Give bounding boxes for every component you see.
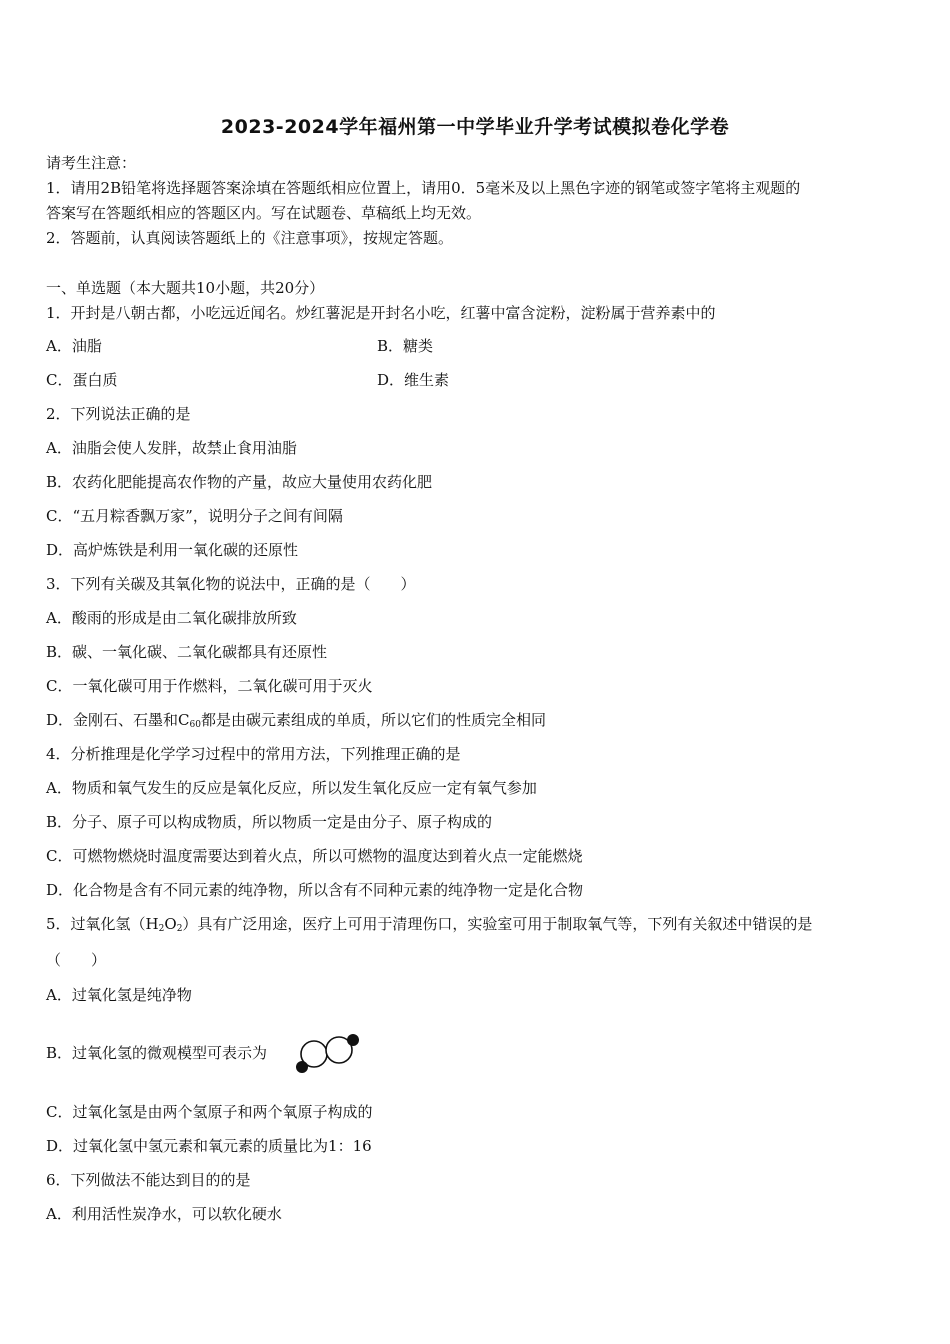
question-1-option-c: C．蛋白质	[46, 371, 118, 389]
question-4-option-a: A．物质和氧气发生的反应是氧化反应，所以发生氧化反应一定有氧气参加	[46, 779, 537, 797]
question-4-option-d: D．化合物是含有不同元素的纯净物，所以含有不同种元素的纯净物一定是化合物	[46, 881, 584, 899]
question-5-stem-cont: （ ）	[46, 951, 107, 969]
question-2-stem: 2．下列说法正确的是	[46, 405, 191, 423]
stem-text: 5．过氧化氢（H	[46, 915, 159, 933]
notice-item-1: 1．请用2B铅笔将选择题答案涂填在答题纸相应位置上，请用0．5毫米及以上黑色字迹的钢笔或签字笔将主观题的	[46, 179, 801, 197]
subscript: 2	[176, 924, 183, 934]
question-4-stem: 4．分析推理是化学学习过程中的常用方法，下列推理正确的是	[46, 745, 461, 763]
question-2-option-c: C．“五月粽香飘万家”，说明分子之间有间隔	[46, 507, 343, 525]
hydrogen-atom	[347, 1034, 359, 1046]
subscript: 60	[189, 720, 201, 730]
question-3-option-d	[46, 710, 546, 730]
option-text: B．过氧化氢的微观模型可表示为	[46, 1044, 268, 1062]
question-2-option-b: B．农药化肥能提高农作物的产量，故应大量使用农药化肥	[46, 473, 433, 491]
question-5-option-a: A．过氧化氢是纯净物	[46, 986, 192, 1004]
question-5-option-b	[46, 1043, 267, 1063]
hydrogen-atom	[296, 1061, 308, 1073]
question-5-option-c: C．过氧化氢是由两个氢原子和两个氧原子构成的	[46, 1103, 373, 1121]
question-5-option-d: D．过氧化氢中氢元素和氧元素的质量比为1：16	[46, 1137, 372, 1155]
subscript: 2	[158, 924, 165, 934]
question-1-stem: 1．开封是八朝古都，小吃远近闻名。炒红薯泥是开封名小吃，红薯中富含淀粉，淀粉属于营养素中的	[46, 304, 716, 322]
question-1-option-b: B．糖类	[377, 337, 434, 355]
question-1-option-d: D．维生素	[377, 371, 450, 389]
question-1-option-a: A．油脂	[46, 337, 102, 355]
question-2-option-a: A．油脂会使人发胖，故禁止食用油脂	[46, 439, 297, 457]
section-heading: 一、单选题（本大题共10小题，共20分）	[46, 279, 325, 297]
notice-item-1-cont: 答案写在答题纸相应的答题区内。写在试题卷、草稿纸上均无效。	[46, 204, 482, 222]
stem-text: O	[164, 915, 177, 933]
question-6-stem: 6．下列做法不能达到目的的是	[46, 1171, 251, 1189]
option-text: 都是由碳元素组成的单质，所以它们的性质完全相同	[200, 711, 546, 729]
question-4-option-c: C．可燃物燃烧时温度需要达到着火点，所以可燃物的温度达到着火点一定能燃烧	[46, 847, 583, 865]
question-3-stem: 3．下列有关碳及其氧化物的说法中，正确的是（ ）	[46, 575, 416, 593]
option-text: D．金刚石、石墨和C	[46, 711, 190, 729]
notice-heading: 请考生注意：	[46, 154, 137, 172]
question-5-stem	[46, 914, 812, 934]
question-3-option-c: C．一氧化碳可用于作燃料，二氧化碳可用于灭火	[46, 677, 373, 695]
question-3-option-a: A．酸雨的形成是由二氧化碳排放所致	[46, 609, 297, 627]
question-4-option-b: B．分子、原子可以构成物质，所以物质一定是由分子、原子构成的	[46, 813, 493, 831]
exam-title: 2023-2024学年福州第一中学毕业升学考试模拟卷化学卷	[220, 116, 730, 138]
notice-item-2: 2．答题前，认真阅读答题纸上的《注意事项》，按规定答题。	[46, 229, 454, 247]
hydrogen-peroxide-molecule-model	[292, 1030, 364, 1076]
question-6-option-a: A．利用活性炭净水，可以软化硬水	[46, 1205, 282, 1223]
question-3-option-b: B．碳、一氧化碳、二氧化碳都具有还原性	[46, 643, 328, 661]
stem-text: ）具有广泛用途，医疗上可用于清理伤口，实验室可用于制取氧气等，下列有关叙述中错误的是	[182, 915, 813, 933]
question-2-option-d: D．高炉炼铁是利用一氧化碳的还原性	[46, 541, 299, 559]
